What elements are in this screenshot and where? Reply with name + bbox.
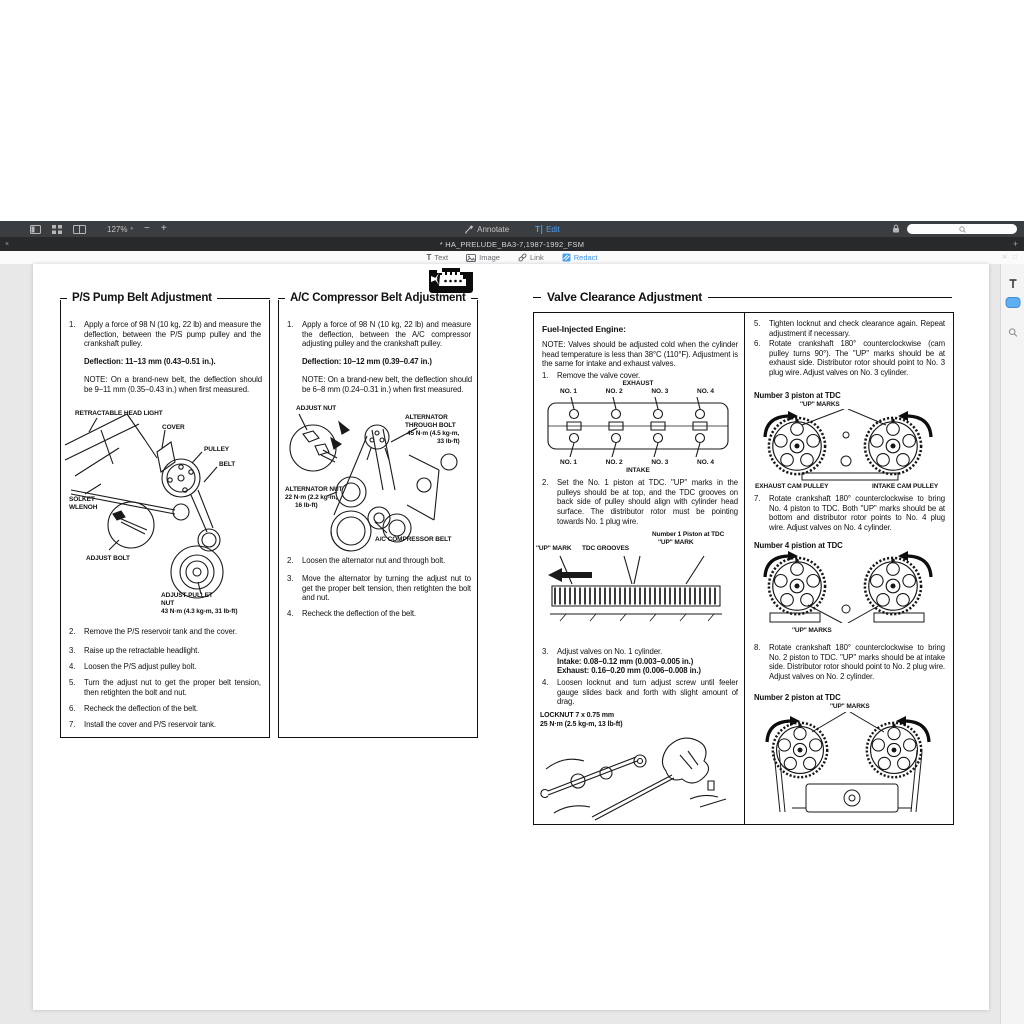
ps-label-socket-2: WLENOH bbox=[69, 504, 98, 511]
ps-deflection: Deflection: 11–13 mm (0.43–0.51 in.). bbox=[84, 357, 216, 366]
link-tool-button[interactable] bbox=[518, 253, 544, 262]
valve-label-intake: INTAKE bbox=[626, 467, 650, 474]
ps-label-cover: COVER bbox=[162, 424, 185, 431]
redact-tool-label: Redact bbox=[573, 253, 598, 262]
thumbnails-grid-icon[interactable] bbox=[52, 225, 62, 234]
image-tool-label: Image bbox=[479, 253, 500, 262]
mode-switcher bbox=[464, 221, 560, 237]
valve-section-heading bbox=[533, 290, 952, 304]
search-box[interactable] bbox=[907, 224, 1017, 234]
valve-step-6: 6. Rotate crankshaft 180° counterclockwise (cam pulley turns 90°). The ''UP'' marks should be at exhaust side. Distributor rotor should point to No. 3 plug wire. Adjust valves on No. 3 cylinder. bbox=[754, 339, 945, 378]
ac-label-through-bolt-2: THROUGH BOLT bbox=[405, 422, 456, 429]
ps-title: P/S Pump Belt Adjustment bbox=[72, 292, 212, 304]
ps-step-7: 7. Install the cover and P/S reservoir tank. bbox=[69, 720, 216, 729]
ps-step-6: 6. Recheck the deflection of the belt. bbox=[69, 704, 198, 713]
ps-note: NOTE: On a brand-new belt, the deflection should be 9–11 mm (0.35–0.43 in.) when first measured. bbox=[84, 375, 262, 394]
ac-belt-diagram bbox=[279, 400, 477, 552]
ac-label-alt-nut-1: ALTERNATOR NUT bbox=[285, 486, 343, 493]
chevron-down-icon: ▾ bbox=[130, 226, 133, 232]
ac-step-4: 4. Recheck the deflection of the belt. bbox=[287, 609, 416, 618]
number-2-piston-diagram bbox=[762, 712, 934, 818]
redact-tool-button[interactable] bbox=[562, 253, 598, 262]
heading-number-4-piston: Number 4 pistion at TDC bbox=[754, 541, 843, 550]
text-tool-button[interactable] bbox=[426, 253, 448, 262]
heading-number-2-piston: Number 2 piston at TDC bbox=[754, 693, 841, 702]
ps-label-nut-2: NUT bbox=[161, 600, 175, 607]
valve-label-tdc-grooves: TDC GROOVES bbox=[582, 545, 629, 552]
toolbar-left-group bbox=[0, 225, 167, 234]
valve-label-number1-tdc: Number 1 Piston at TDC bbox=[652, 531, 725, 538]
ac-title: A/C Compressor Belt Adjustment bbox=[290, 292, 466, 304]
ps-step-5: 5. Turn the adjust nut to get the proper belt tension, then retighten the bolt and nut. bbox=[69, 678, 261, 697]
new-tab-button[interactable]: + bbox=[1012, 239, 1018, 249]
ps-label-socket-1: SOLKET bbox=[69, 496, 95, 503]
search-input[interactable] bbox=[907, 224, 1021, 234]
image-tool-button[interactable] bbox=[466, 253, 500, 262]
ps-label-adjust-bolt: ADJUST BOLT bbox=[86, 555, 130, 562]
link-tool-label: Link bbox=[529, 253, 544, 262]
valve-exhaust-spec: Exhaust: 0.16–0.20 mm (0.006–0.008 in.) bbox=[557, 666, 701, 676]
ps-label-pulley: PULLEY bbox=[204, 446, 230, 453]
valve-note: NOTE: Valves should be adjusted cold when the cylinder head temperature is less than 38°C (110°F). Adjustment is the same for intake and exhaust valves. bbox=[542, 340, 738, 369]
ac-label-through-bolt-1: ALTERNATOR bbox=[405, 414, 448, 421]
edit-tools-bar bbox=[0, 251, 1024, 265]
number-2-gears-art bbox=[762, 712, 934, 818]
valve-cover-diagram bbox=[542, 397, 734, 457]
ac-note: NOTE: On a brand-new belt, the deflection should be 6–8 mm (0.24–0.31 in.) when first measured. bbox=[302, 375, 472, 394]
ps-step-2: 2. Remove the P/S reservoir tank and the cover. bbox=[69, 627, 237, 636]
sidebar-toggle-icon[interactable] bbox=[30, 225, 41, 234]
valve-step-3: 3. Adjust valves on No. 1 cylinder. Intake: 0.08–0.12 mm (0.003–0.005 in.) Exhaust: 0.16–0.20 mm (0.006–0.008 in.) bbox=[542, 647, 738, 676]
ac-label-alt-nut-2: 22 N·m (2.2 kg-m, bbox=[285, 494, 338, 501]
rail-search-tool[interactable] bbox=[1008, 324, 1017, 342]
up-marks-label-2: ''UP'' MARKS bbox=[792, 627, 832, 634]
zoom-out-button[interactable]: − bbox=[143, 223, 150, 234]
intake-cam-pulley-label: INTAKE CAM PULLEY bbox=[872, 483, 939, 490]
valve-step-8: 8. Rotate crankshaft 180° counterclockwise to bring No. 2 piston to TDC. ''UP'' marks should be at intake side. Distributor rotor should point to No. 2 plug wire. Adjust valves on No. 2 cylinder. bbox=[754, 643, 945, 682]
ac-label-compressor-belt: A/C COMPRESSOR BELT bbox=[375, 536, 452, 543]
locknut-spec-1: LOCKNUT 7 x 0.75 mm bbox=[540, 712, 614, 719]
valve-step-2: 2. Set the No. 1 piston at TDC. ''UP'' marks in the pulleys should be at top, and the TDC grooves on back side of pulley should align with cylinder head surface. The distributor rotor must be pointing towards No. 1 plug wire. bbox=[542, 478, 738, 526]
valve-label-up-mark-right: ''UP'' MARK bbox=[658, 539, 694, 546]
redact-icon bbox=[562, 253, 571, 262]
valve-label-up-mark-left: ''UP'' MARK bbox=[536, 545, 572, 552]
tdc-grooves-art bbox=[536, 554, 736, 640]
up-marks-label-1: ''UP'' MARKS bbox=[800, 401, 840, 408]
valve-cover-art bbox=[542, 397, 734, 457]
ac-label-through-bolt-3: 45 N·m (4.5 kg-m, bbox=[407, 430, 460, 437]
ac-step-1: 1. Apply a force of 98 N (10 kg, 22 lb) and measure the deflection, between the A/C compressor adjusting pulley and the crankshaft pulley. bbox=[287, 320, 471, 349]
document-area bbox=[0, 264, 1024, 1024]
panel-mini-controls[interactable]: ✕ □ bbox=[1001, 254, 1019, 261]
rail-text-tool[interactable] bbox=[1007, 276, 1018, 294]
number-3-piston-diagram bbox=[762, 409, 934, 481]
number-4-piston-diagram bbox=[762, 551, 934, 623]
column-divider bbox=[744, 313, 745, 824]
annotate-mode-button[interactable] bbox=[464, 225, 509, 234]
ac-deflection: Deflection: 10–12 mm (0.39–0.47 in.) bbox=[302, 357, 432, 366]
ac-step-3: 3. Move the alternator by turning the adjust nut to get the proper belt tension, then retighten the bolt and nut. bbox=[287, 574, 471, 603]
document-tab-title[interactable]: * HA_PRELUDE_BA3-7,1987-1992_FSM bbox=[439, 239, 585, 249]
annotation-rail bbox=[1000, 264, 1024, 1024]
ps-step-1: 1. Apply a force of 98 N (10 kg, 22 lb) and measure the deflection, between the P/S pump pulley and the crankshaft pulley. bbox=[69, 320, 261, 349]
locknut-spec-2: 25 N·m (2.5 kg-m, 13 lb-ft) bbox=[540, 721, 623, 728]
text-tool-label: Text bbox=[434, 253, 449, 262]
text-edit-icon: T bbox=[535, 224, 541, 234]
ps-step-4: 4. Loosen the P/S adjust pulley bolt. bbox=[69, 662, 197, 671]
lock-icon[interactable] bbox=[892, 224, 900, 235]
ac-label-adjust-nut: ADJUST NUT bbox=[296, 405, 337, 412]
valve-cylinder-row-top: NO. 1 NO. 2 NO. 3 NO. 4 bbox=[560, 388, 714, 395]
adjust-screw-art bbox=[540, 729, 732, 821]
toolbar-right-group bbox=[892, 224, 1024, 235]
rail-redact-tool[interactable] bbox=[1005, 297, 1020, 308]
valve-cylinder-row-bottom: NO. 1 NO. 2 NO. 3 NO. 4 bbox=[560, 459, 714, 466]
section-valve-clearance bbox=[533, 312, 954, 825]
valve-step-1: 1. Remove the valve cover. bbox=[542, 371, 641, 380]
valve-intake-spec: Intake: 0.08–0.12 mm (0.003–0.005 in.) bbox=[557, 656, 694, 666]
ac-label-through-bolt-4: 33 lb-ft) bbox=[437, 438, 460, 445]
ps-label-belt: BELT bbox=[219, 461, 236, 468]
exhaust-cam-pulley-label: EXHAUST CAM PULLEY bbox=[755, 483, 829, 490]
zoom-level-dropdown[interactable] bbox=[107, 225, 133, 234]
ac-step-2: 2. Loosen the alternator nut and through bolt. bbox=[287, 556, 446, 565]
valve-step-3-text: Adjust valves on No. 1 cylinder. bbox=[557, 647, 663, 656]
number-3-gears-art bbox=[762, 409, 934, 481]
zoom-in-button[interactable]: + bbox=[160, 223, 167, 234]
edit-mode-button[interactable] bbox=[535, 225, 560, 234]
link-icon bbox=[518, 253, 527, 262]
adjust-screw-diagram bbox=[540, 729, 732, 821]
heading-number-3-piston: Number 3 piston at TDC bbox=[754, 391, 841, 400]
ps-label-headlight: RETRACTABLE HEAD LIGHT bbox=[75, 410, 163, 417]
pen-icon bbox=[464, 225, 473, 234]
number-4-gears-art bbox=[762, 551, 934, 623]
tab-bar bbox=[0, 237, 1024, 251]
tab-close-icon[interactable]: × bbox=[5, 240, 10, 248]
section-ac-compressor-belt bbox=[278, 292, 478, 738]
valve-title: Valve Clearance Adjustment bbox=[547, 290, 703, 304]
valve-engine-heading: Fuel-Injected Engine: bbox=[542, 324, 626, 334]
engine-section-icon bbox=[427, 266, 475, 294]
section-heading bbox=[278, 292, 478, 304]
valve-step-5: 5. Tighten locknut and check clearance again. Repeat adjustment if necessary. bbox=[754, 319, 945, 338]
valve-step-7: 7. Rotate crankshaft 180° counterclockwise to bring No. 4 piston to TDC. Both ''UP'' marks should be at bottom and distributor rotor points to No. 4 plug wire. Adjust valves on No. 4 cylinder. bbox=[754, 494, 945, 533]
section-heading bbox=[60, 292, 270, 304]
annotate-label: Annotate bbox=[477, 224, 510, 234]
ps-label-nut-1: ADJUST PULLET bbox=[161, 592, 213, 599]
ac-label-alt-nut-3: 16 lb-ft) bbox=[295, 502, 318, 509]
pdf-page bbox=[33, 264, 989, 1010]
edit-label: Edit bbox=[546, 224, 560, 234]
section-ps-pump-belt bbox=[60, 292, 270, 738]
ps-belt-diagram bbox=[61, 400, 269, 626]
text-tool-icon: T bbox=[426, 253, 432, 262]
tdc-grooves-diagram bbox=[536, 554, 736, 640]
zoom-level-value: 127% bbox=[107, 224, 128, 234]
valve-step-4: 4. Loosen locknut and turn adjust screw until feeler gauge slides back and forth with slight amount of drag. bbox=[542, 678, 738, 707]
main-toolbar bbox=[0, 221, 1024, 237]
image-icon bbox=[466, 254, 476, 262]
up-marks-label-3: ''UP'' MARKS bbox=[830, 703, 870, 710]
ps-label-nut-3: 43 N·m (4.3 kg-m, 31 lb-ft) bbox=[161, 608, 238, 615]
two-page-view-icon[interactable] bbox=[73, 225, 86, 234]
ps-step-3: 3. Raise up the retractable headlight. bbox=[69, 646, 200, 655]
valve-label-exhaust: EXHAUST bbox=[622, 380, 654, 387]
